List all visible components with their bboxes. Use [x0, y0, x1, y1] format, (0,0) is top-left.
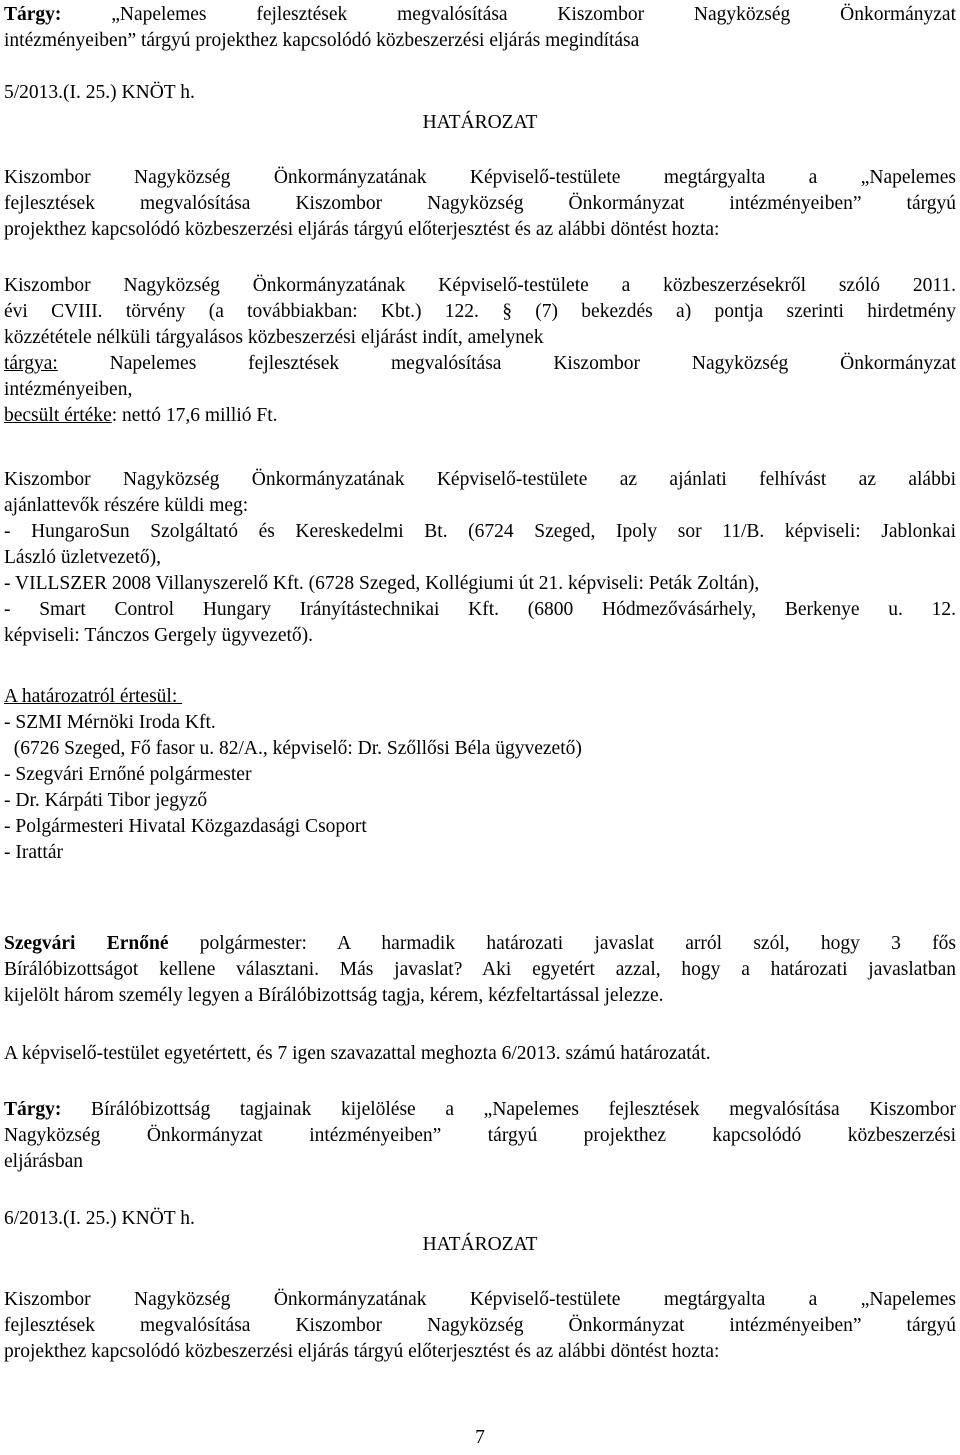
- paragraph-line: projekthez kapcsolódó közbeszerzési eljárás tárgyú előterjesztést és az alábbi döntést hozta:: [4, 1341, 720, 1362]
- subject-block-2: Tárgy: Bírálóbizottság tagjainak kijelölése a „Napelemes fejlesztések megvalósítása Kiszombor Nagyközség Önkormányzat intézményeiben” tárgyú projekthez kapcsolódó közbeszerzési eljárásban: [4, 1097, 956, 1175]
- bidder-line: László üzletvezető),: [4, 547, 161, 568]
- notified-item: - SZMI Mérnöki Iroda Kft.: [4, 712, 216, 733]
- subject-of-procedure: tárgya: Napelemes fejlesztések megvalósítása Kiszombor Nagyközség Önkormányzat: [4, 353, 956, 374]
- resolution-number: 6/2013.(I. 25.) KNÖT h.: [4, 1208, 195, 1229]
- notified-item: (6726 Szeged, Fő fasor u. 82/A., képviselő: Dr. Szőllősi Béla ügyvezető): [4, 738, 582, 759]
- paragraph-line: ajánlattevők részére küldi meg:: [4, 495, 249, 516]
- paragraph-line: Kiszombor Nagyközség Önkormányzatának Képviselő-testülete megtárgyalta a „Napelemes: [4, 1289, 956, 1310]
- resolution-paragraph: [4, 165, 956, 243]
- paragraph-line: Kiszombor Nagyközség Önkormányzatának Képviselő-testülete megtárgyalta a „Napelemes: [4, 167, 956, 188]
- subject-label: Tárgy:: [4, 4, 62, 25]
- notified-item: - Dr. Kárpáti Tibor jegyző: [4, 790, 208, 811]
- subject-of-procedure-label: tárgya:: [4, 353, 58, 374]
- notified-item: - Irattár: [4, 842, 63, 863]
- subject-block-1: [4, 2, 956, 54]
- resolution-paragraph: [4, 467, 956, 649]
- bidder-line: képviseli: Tánczos Gergely ügyvezető).: [4, 625, 314, 646]
- paragraph-line: fejlesztések megvalósítása Kiszombor Nagyközség Önkormányzat intézményeiben” tárgyú: [4, 193, 956, 214]
- mayor-speech: Szegvári Ernőné polgármester: A harmadik határozati javaslat arról szól, hogy 3 fős Bírálóbizottságot kellene választani. Más javaslat? Aki egyetért azzal, hogy a határozati javaslatban kijelölt három személy legyen a Bírálóbizottság tagja, kérem, kézfeltartással jelezze.: [4, 931, 956, 1009]
- paragraph-line: évi CVIII. törvény (a továbbiakban: Kbt.) 122. § (7) bekezdés a) pontja szerinti hirdetmény: [4, 301, 956, 322]
- subject-text-line: eljárásban: [4, 1151, 84, 1172]
- page-number: 7: [475, 1427, 485, 1448]
- paragraph-line: közzététele nélküli tárgyalásos közbeszerzési eljárást indít, amelynek: [4, 327, 544, 348]
- resolution-heading: HATÁROZAT: [422, 1234, 538, 1255]
- estimated-value: becsült értéke: nettó 17,6 millió Ft.: [4, 405, 278, 426]
- paragraph-line: kijelölt három személy legyen a Bírálóbizottság tagja, kérem, kézfeltartással jelezze.: [4, 985, 664, 1006]
- bidder-line: - HungaroSun Szolgáltató és Kereskedelmi Bt. (6724 Szeged, Ipoly sor 11/B. képviseli: Jablonkai: [4, 521, 956, 542]
- subject-text-line: intézményeiben” tárgyú projekthez kapcsolódó közbeszerzési eljárás megindítása: [4, 30, 640, 51]
- resolution-paragraph: [4, 1287, 956, 1365]
- bidder-line: - Smart Control Hungary Irányítástechnikai Kft. (6800 Hódmezővásárhely, Berkenye u. 12.: [4, 599, 956, 620]
- notified-heading: A határozatról értesül:: [4, 686, 183, 707]
- paragraph-line: projekthez kapcsolódó közbeszerzési eljárás tárgyú előterjesztést és az alábbi döntést hozta:: [4, 219, 720, 240]
- resolution-paragraph: [4, 273, 956, 429]
- notified-item: - Szegvári Ernőné polgármester: [4, 764, 252, 785]
- speaker-name: Szegvári Ernőné: [4, 933, 169, 954]
- vote-result: A képviselő-testület egyetértett, és 7 igen szavazattal meghozta 6/2013. számú határozatát.: [4, 1043, 711, 1064]
- notified-list: [4, 684, 956, 866]
- bidder-line: - VILLSZER 2008 Villanyszerelő Kft. (6728 Szeged, Kollégiumi út 21. képviseli: Peták Zoltán),: [4, 573, 760, 594]
- subject-text-line: „Napelemes fejlesztések megvalósítása Kiszombor Nagyközség Önkormányzat: [111, 4, 956, 25]
- resolution-heading: HATÁROZAT: [422, 112, 538, 133]
- paragraph-line: Kiszombor Nagyközség Önkormányzatának Képviselő-testülete az ajánlati felhívást az alábbi: [4, 469, 956, 490]
- subject-text-line: Nagyközség Önkormányzat intézményeiben” tárgyú projekthez kapcsolódó közbeszerzési: [4, 1125, 956, 1146]
- resolution-number: 5/2013.(I. 25.) KNÖT h.: [4, 82, 195, 103]
- estimated-value-label: becsült értéke: [4, 405, 112, 426]
- paragraph-line: Bírálóbizottságot kellene választani. Más javaslat? Aki egyetért azzal, hogy a határozati javaslatban: [4, 959, 956, 980]
- paragraph-line: intézményeiben,: [4, 379, 133, 400]
- paragraph-line: Kiszombor Nagyközség Önkormányzatának Képviselő-testülete a közbeszerzésekről szóló 2011.: [4, 275, 956, 296]
- notified-item: - Polgármesteri Hivatal Közgazdasági Csoport: [4, 816, 367, 837]
- subject-label: Tárgy:: [4, 1099, 62, 1120]
- paragraph-line: fejlesztések megvalósítása Kiszombor Nagyközség Önkormányzat intézményeiben” tárgyú: [4, 1315, 956, 1336]
